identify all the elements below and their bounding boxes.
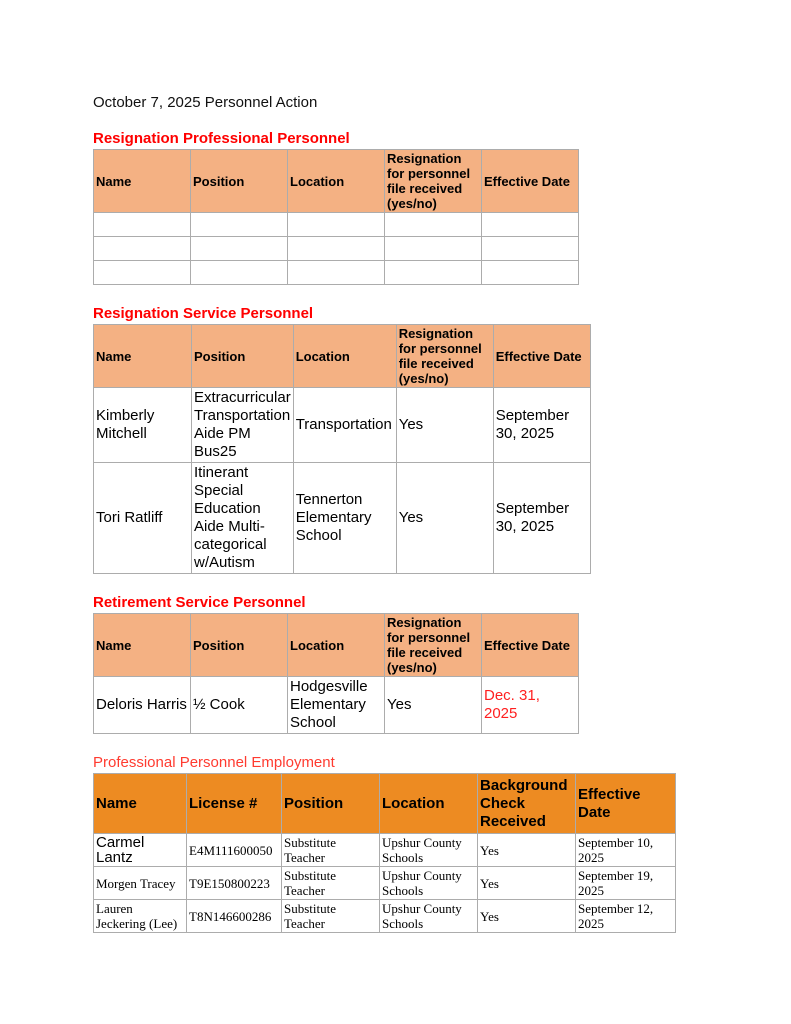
section-heading: Professional Personnel Employment bbox=[93, 754, 335, 771]
empty-cell bbox=[385, 261, 482, 285]
position-cell: Substitute Teacher bbox=[282, 900, 380, 933]
table-header-row bbox=[94, 150, 579, 213]
name-cell: Kimberly Mitchell bbox=[94, 388, 192, 463]
column-header-location: Location bbox=[288, 150, 385, 213]
column-header-name: Name bbox=[94, 150, 191, 213]
column-header-position: Position bbox=[282, 774, 380, 834]
empty-cell bbox=[385, 237, 482, 261]
empty-cell bbox=[288, 261, 385, 285]
position-cell: Substitute Teacher bbox=[282, 867, 380, 900]
table-row-empty bbox=[94, 213, 579, 237]
column-header-license: License # bbox=[187, 774, 282, 834]
section-heading: Resignation Service Personnel bbox=[93, 305, 314, 322]
background-check-cell: Yes bbox=[478, 900, 576, 933]
table-row bbox=[94, 834, 676, 867]
column-header-position: Position bbox=[191, 150, 288, 213]
section-resignation-service bbox=[93, 306, 771, 574]
location-cell: Upshur County Schools bbox=[380, 900, 478, 933]
empty-cell bbox=[94, 213, 191, 237]
column-header-position: Position bbox=[191, 614, 288, 677]
retirement-service-table bbox=[93, 613, 579, 734]
section-retirement-service bbox=[93, 595, 771, 734]
column-header-resignation-received: Resignation for personnel file received (yes/no) bbox=[385, 150, 482, 213]
name-cell: Morgen Tracey bbox=[94, 867, 187, 900]
license-cell: T8N146600286 bbox=[187, 900, 282, 933]
column-header-location: Location bbox=[288, 614, 385, 677]
section-heading: Resignation Professional Personnel bbox=[93, 130, 350, 147]
section-heading: Retirement Service Personnel bbox=[93, 594, 306, 611]
location-cell: Tennerton Elementary School bbox=[293, 463, 396, 574]
position-cell: Substitute Teacher bbox=[282, 834, 380, 867]
column-header-location: Location bbox=[293, 325, 396, 388]
column-header-effective-date: Effective Date bbox=[493, 325, 590, 388]
background-check-cell: Yes bbox=[478, 834, 576, 867]
table-row bbox=[94, 388, 591, 463]
empty-cell bbox=[191, 237, 288, 261]
position-cell: ½ Cook bbox=[191, 677, 288, 734]
column-header-effective-date: Effective Date bbox=[482, 614, 579, 677]
empty-cell bbox=[482, 213, 579, 237]
license-cell: E4M111600050 bbox=[187, 834, 282, 867]
effective-date-cell: September 12, 2025 bbox=[576, 900, 676, 933]
empty-cell bbox=[94, 261, 191, 285]
table-row-empty bbox=[94, 261, 579, 285]
resignation-received-cell: Yes bbox=[385, 677, 482, 734]
empty-cell bbox=[191, 213, 288, 237]
location-cell: Upshur County Schools bbox=[380, 834, 478, 867]
effective-date-cell: September 30, 2025 bbox=[493, 388, 590, 463]
effective-date-cell: September 19, 2025 bbox=[576, 867, 676, 900]
column-header-resignation-received: Resignation for personnel file received (yes/no) bbox=[385, 614, 482, 677]
empty-cell bbox=[288, 213, 385, 237]
column-header-effective-date: Effective Date bbox=[482, 150, 579, 213]
name-cell: Tori Ratliff bbox=[94, 463, 192, 574]
table-row-empty bbox=[94, 237, 579, 261]
column-header-name: Name bbox=[94, 774, 187, 834]
empty-cell bbox=[191, 261, 288, 285]
table-header-row bbox=[94, 325, 591, 388]
table-header-row bbox=[94, 614, 579, 677]
name-cell: Deloris Harris bbox=[94, 677, 191, 734]
empty-cell bbox=[482, 261, 579, 285]
column-header-name: Name bbox=[94, 325, 192, 388]
location-cell: Hodgesville Elementary School bbox=[288, 677, 385, 734]
name-cell: Lauren Jeckering (Lee) bbox=[94, 900, 187, 933]
resignation-received-cell: Yes bbox=[396, 388, 493, 463]
resignation-received-cell: Yes bbox=[396, 463, 493, 574]
effective-date-cell-highlighted: Dec. 31, 2025 bbox=[482, 677, 579, 734]
effective-date-cell: September 10, 2025 bbox=[576, 834, 676, 867]
license-cell: T9E150800223 bbox=[187, 867, 282, 900]
section-resignation-professional bbox=[93, 131, 771, 285]
name-cell: Carmel Lantz bbox=[94, 834, 187, 867]
table-row bbox=[94, 900, 676, 933]
professional-employment-table bbox=[93, 773, 676, 933]
table-header-row bbox=[94, 774, 676, 834]
background-check-cell: Yes bbox=[478, 867, 576, 900]
column-header-name: Name bbox=[94, 614, 191, 677]
effective-date-cell: September 30, 2025 bbox=[493, 463, 590, 574]
column-header-resignation-received: Resignation for personnel file received (yes/no) bbox=[396, 325, 493, 388]
column-header-position: Position bbox=[192, 325, 294, 388]
empty-cell bbox=[385, 213, 482, 237]
position-cell: Itinerant Special Education Aide Multi-categorical w/Autism bbox=[192, 463, 294, 574]
column-header-background-check: Background Check Received bbox=[478, 774, 576, 834]
resignation-professional-table bbox=[93, 149, 579, 285]
column-header-location: Location bbox=[380, 774, 478, 834]
empty-cell bbox=[482, 237, 579, 261]
location-cell: Transportation bbox=[293, 388, 396, 463]
resignation-service-table bbox=[93, 324, 591, 574]
table-row bbox=[94, 867, 676, 900]
position-cell: Extracurricular Transportation Aide PM Bus25 bbox=[192, 388, 294, 463]
empty-cell bbox=[94, 237, 191, 261]
table-row bbox=[94, 463, 591, 574]
table-row bbox=[94, 677, 579, 734]
section-professional-employment bbox=[93, 755, 771, 933]
empty-cell bbox=[288, 237, 385, 261]
location-cell: Upshur County Schools bbox=[380, 867, 478, 900]
document-title: October 7, 2025 Personnel Action bbox=[93, 94, 318, 111]
column-header-effective-date: Effective Date bbox=[576, 774, 676, 834]
